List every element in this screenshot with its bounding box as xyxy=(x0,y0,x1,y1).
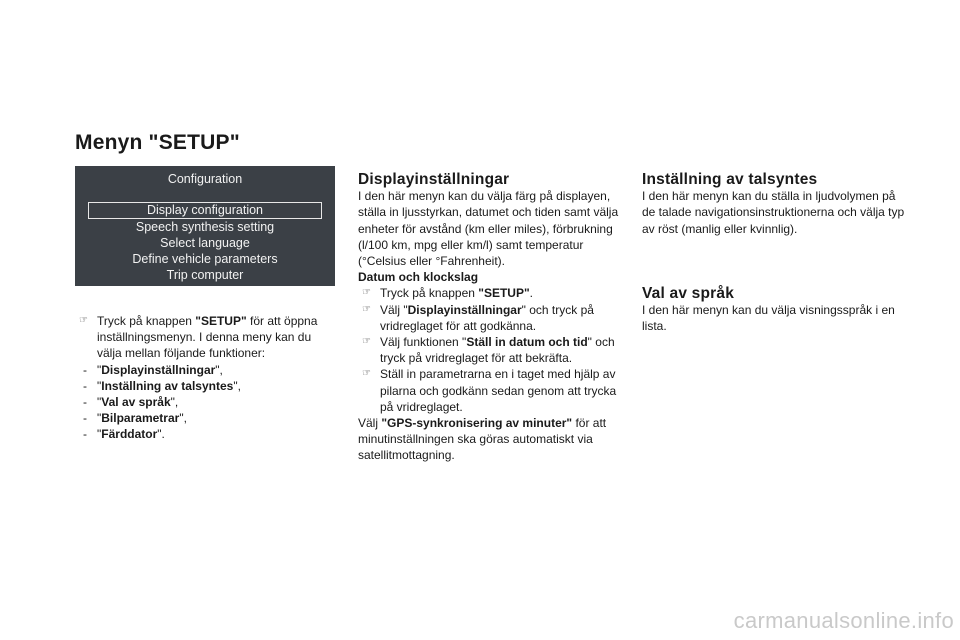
page-title: Menyn "SETUP" xyxy=(75,131,240,154)
gps-sync-text: Välj "GPS-synkronisering av minuter" för att minutinställningen ska göras automatiskt via satellitmottagning. xyxy=(358,416,607,463)
screen-title: Configuration xyxy=(167,172,243,186)
setup-button-label: "SETUP" xyxy=(195,314,247,328)
right-column-language xyxy=(642,286,907,335)
step-item: ☞ Tryck på knappen "SETUP". xyxy=(362,286,534,301)
arrow-right-icon: ☞ xyxy=(362,303,371,315)
step-item: ☞ Välj funktionen "Ställ in datum och tid" och tryck på vridreglaget för att bekräfta. xyxy=(362,335,615,366)
step-item: ☞ Ställ in parametrarna en i taget med hjälp av pilarna och godkänn sedan genom att trycka på vridreglaget. xyxy=(362,367,617,414)
screen-menu-item-speech: Speech synthesis setting xyxy=(135,220,275,234)
speech-text: I den här menyn kan du ställa in ljudvolymen på de talade navigationsinstruktionerna och välja typ av röst (manlig eller kvinnlig). xyxy=(642,189,905,236)
setup-instruction: ☞ Tryck på knappen "SETUP" för att öppna inställningsmenyn. I denna meny kan du välja mellan följande funktioner: xyxy=(79,314,318,361)
screen-menu-item-vehicle: Define vehicle parameters xyxy=(132,252,278,266)
screen-menu-item-trip: Trip computer xyxy=(166,268,244,282)
arrow-right-icon: ☞ xyxy=(79,315,88,326)
language-text: I den här menyn kan du välja visningsspråk i en lista. xyxy=(642,303,895,334)
display-intro-text: I den här menyn kan du välja färg på displayen, ställa in ljusstyrkan, datumet och tiden samt välja enheter för avstånd (km eller miles), förbrukning (l/100 km, mpg eller km/l) samt temperatur (°Celsius eller °Fahrenheit). xyxy=(358,189,619,269)
watermark: carmanualsonline.info xyxy=(733,608,954,633)
screen-menu-item-display: Display configuration xyxy=(88,202,322,219)
middle-column xyxy=(358,172,623,464)
right-column xyxy=(642,172,907,237)
arrow-right-icon: ☞ xyxy=(362,287,371,299)
left-column xyxy=(75,313,337,443)
option-list-item: - "Bilparametrar", xyxy=(83,411,187,426)
option-list-item: - "Färddator". xyxy=(83,427,165,442)
screen-menu-item-language: Select language xyxy=(160,236,250,250)
option-list-item: - "Val av språk", xyxy=(83,395,179,410)
subheading-date-time: Datum och klockslag xyxy=(358,270,479,285)
section-heading-display: Displayinställningar xyxy=(358,171,510,188)
option-list-item: - "Displayinställningar", xyxy=(83,362,223,377)
setup-screen-image xyxy=(75,166,335,286)
arrow-right-icon: ☞ xyxy=(362,368,371,380)
option-list-item: - "Inställning av talsyntes", xyxy=(83,378,241,393)
section-heading-speech: Inställning av talsyntes xyxy=(642,171,818,188)
screen-menu-list xyxy=(75,202,335,283)
step-item: ☞ Välj "Displayinställningar" och tryck på vridreglaget för att godkänna. xyxy=(362,302,594,333)
section-heading-language: Val av språk xyxy=(642,285,735,302)
arrow-right-icon: ☞ xyxy=(362,336,371,348)
